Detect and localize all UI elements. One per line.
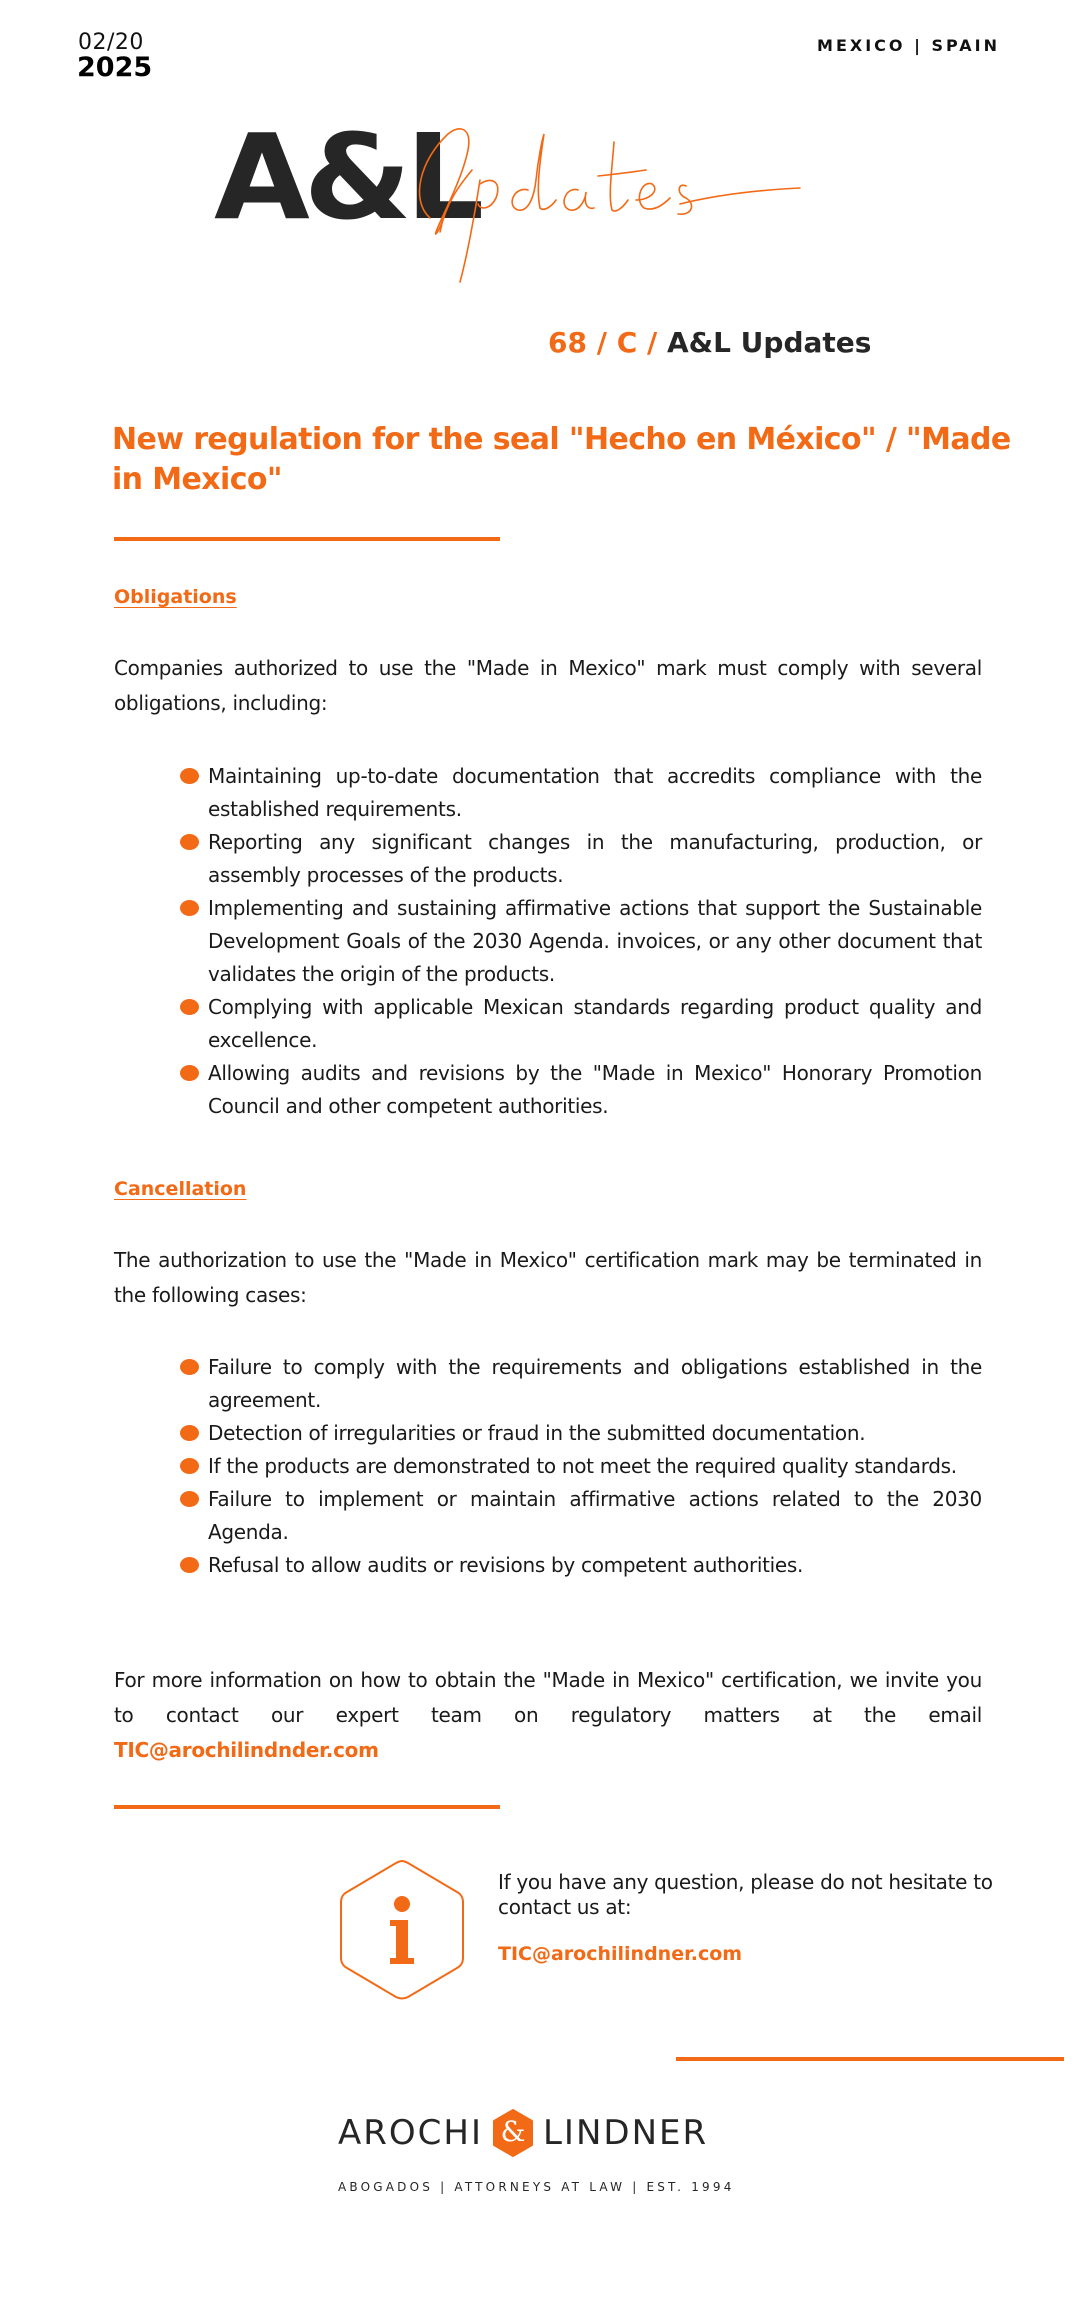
list-item-text: Refusal to allow audits or revisions by competent authorities. bbox=[208, 1553, 804, 1577]
list-item-text: Maintaining up-to-date documentation that accredits compliance with the established requirements. bbox=[208, 764, 982, 821]
issue-letter: C bbox=[616, 326, 638, 359]
list-item bbox=[180, 826, 982, 892]
logo-script-updates bbox=[400, 120, 820, 290]
bullet-icon bbox=[180, 1491, 199, 1507]
bullet-icon bbox=[180, 999, 199, 1015]
list-item-text: If the products are demonstrated to not meet the required quality standards. bbox=[208, 1454, 957, 1478]
firm-logo bbox=[338, 2105, 708, 2161]
section-heading-obligations: Obligations bbox=[114, 586, 237, 608]
info-icon bbox=[338, 1858, 466, 2002]
bullet-icon bbox=[180, 1425, 199, 1441]
list-item-text: Implementing and sustaining affirmative actions that support the Sustainable Development Goals of the 2030 Agenda. invoices, or any other document that validates the origin of the products. bbox=[208, 896, 982, 986]
bullet-icon bbox=[180, 1065, 199, 1081]
closing-text: For more information on how to obtain the "Made in Mexico" certification, we invite you to contact our expert team on regulatory matters at the email bbox=[114, 1668, 982, 1727]
issue-separator: / bbox=[586, 326, 617, 359]
divider bbox=[676, 2057, 1064, 2061]
ampersand: & bbox=[500, 2115, 526, 2148]
regions-label: MEXICO | SPAIN bbox=[817, 36, 1000, 55]
list-item bbox=[180, 892, 982, 991]
info-email-link[interactable]: TIC@arochilindner.com bbox=[498, 1943, 743, 1965]
firm-name-right: LINDNER bbox=[542, 2113, 709, 2153]
firm-tagline: ABOGADOS | ATTORNEYS AT LAW | EST. 1994 bbox=[338, 2180, 735, 2194]
bullet-icon bbox=[180, 834, 199, 850]
ampersand-hex-icon bbox=[491, 2109, 535, 2157]
cancellation-intro: The authorization to use the "Made in Mexico" certification mark may be terminated in the following cases: bbox=[114, 1248, 982, 1307]
list-item-text: Failure to comply with the requirements and obligations established in the agreement. bbox=[208, 1355, 982, 1412]
list-item bbox=[180, 1450, 982, 1483]
list-item bbox=[180, 1483, 982, 1549]
cancellation-list bbox=[180, 1351, 982, 1582]
list-item-text: Complying with applicable Mexican standards regarding product quality and excellence. bbox=[208, 995, 982, 1052]
issue-label bbox=[548, 326, 871, 359]
list-item bbox=[180, 1351, 982, 1417]
list-item-text: Allowing audits and revisions by the "Made in Mexico" Honorary Promotion Council and other competent authorities. bbox=[208, 1061, 982, 1118]
obligations-intro: Companies authorized to use the "Made in Mexico" mark must comply with several obligations, including: bbox=[114, 656, 982, 715]
issue-number: 68 bbox=[548, 326, 587, 359]
issue-name: A&L Updates bbox=[667, 326, 872, 359]
obligations-list bbox=[180, 760, 982, 1123]
list-item bbox=[180, 1549, 982, 1582]
issue-date: 02/20 bbox=[78, 30, 144, 55]
list-item bbox=[180, 760, 982, 826]
article-title: New regulation for the seal "Hecho en México" / "Made in Mexico" bbox=[112, 422, 1011, 497]
bullet-icon bbox=[180, 1359, 199, 1375]
issue-year: 2025 bbox=[77, 52, 153, 83]
list-item bbox=[180, 991, 982, 1057]
bullet-icon bbox=[180, 1458, 199, 1474]
issue-separator: / bbox=[637, 326, 667, 359]
closing-email-link[interactable]: TIC@arochilindnder.com bbox=[114, 1738, 379, 1762]
list-item bbox=[180, 1417, 982, 1450]
firm-name-left: AROCHI bbox=[338, 2113, 483, 2153]
info-text: If you have any question, please do not hesitate to contact us at: bbox=[498, 1870, 993, 1919]
bullet-icon bbox=[180, 768, 199, 784]
divider bbox=[114, 1805, 500, 1809]
list-item-text: Failure to implement or maintain affirmative actions related to the 2030 Agenda. bbox=[208, 1487, 982, 1544]
logo-mark: A&L bbox=[214, 108, 478, 246]
list-item-text: Detection of irregularities or fraud in the submitted documentation. bbox=[208, 1421, 866, 1445]
divider bbox=[114, 537, 500, 541]
closing-paragraph bbox=[114, 1663, 982, 1768]
bullet-icon bbox=[180, 1557, 199, 1573]
list-item bbox=[180, 1057, 982, 1123]
section-heading-cancellation: Cancellation bbox=[114, 1178, 247, 1200]
bullet-icon bbox=[180, 900, 199, 916]
list-item-text: Reporting any significant changes in the manufacturing, production, or assembly processes of the products. bbox=[208, 830, 982, 887]
